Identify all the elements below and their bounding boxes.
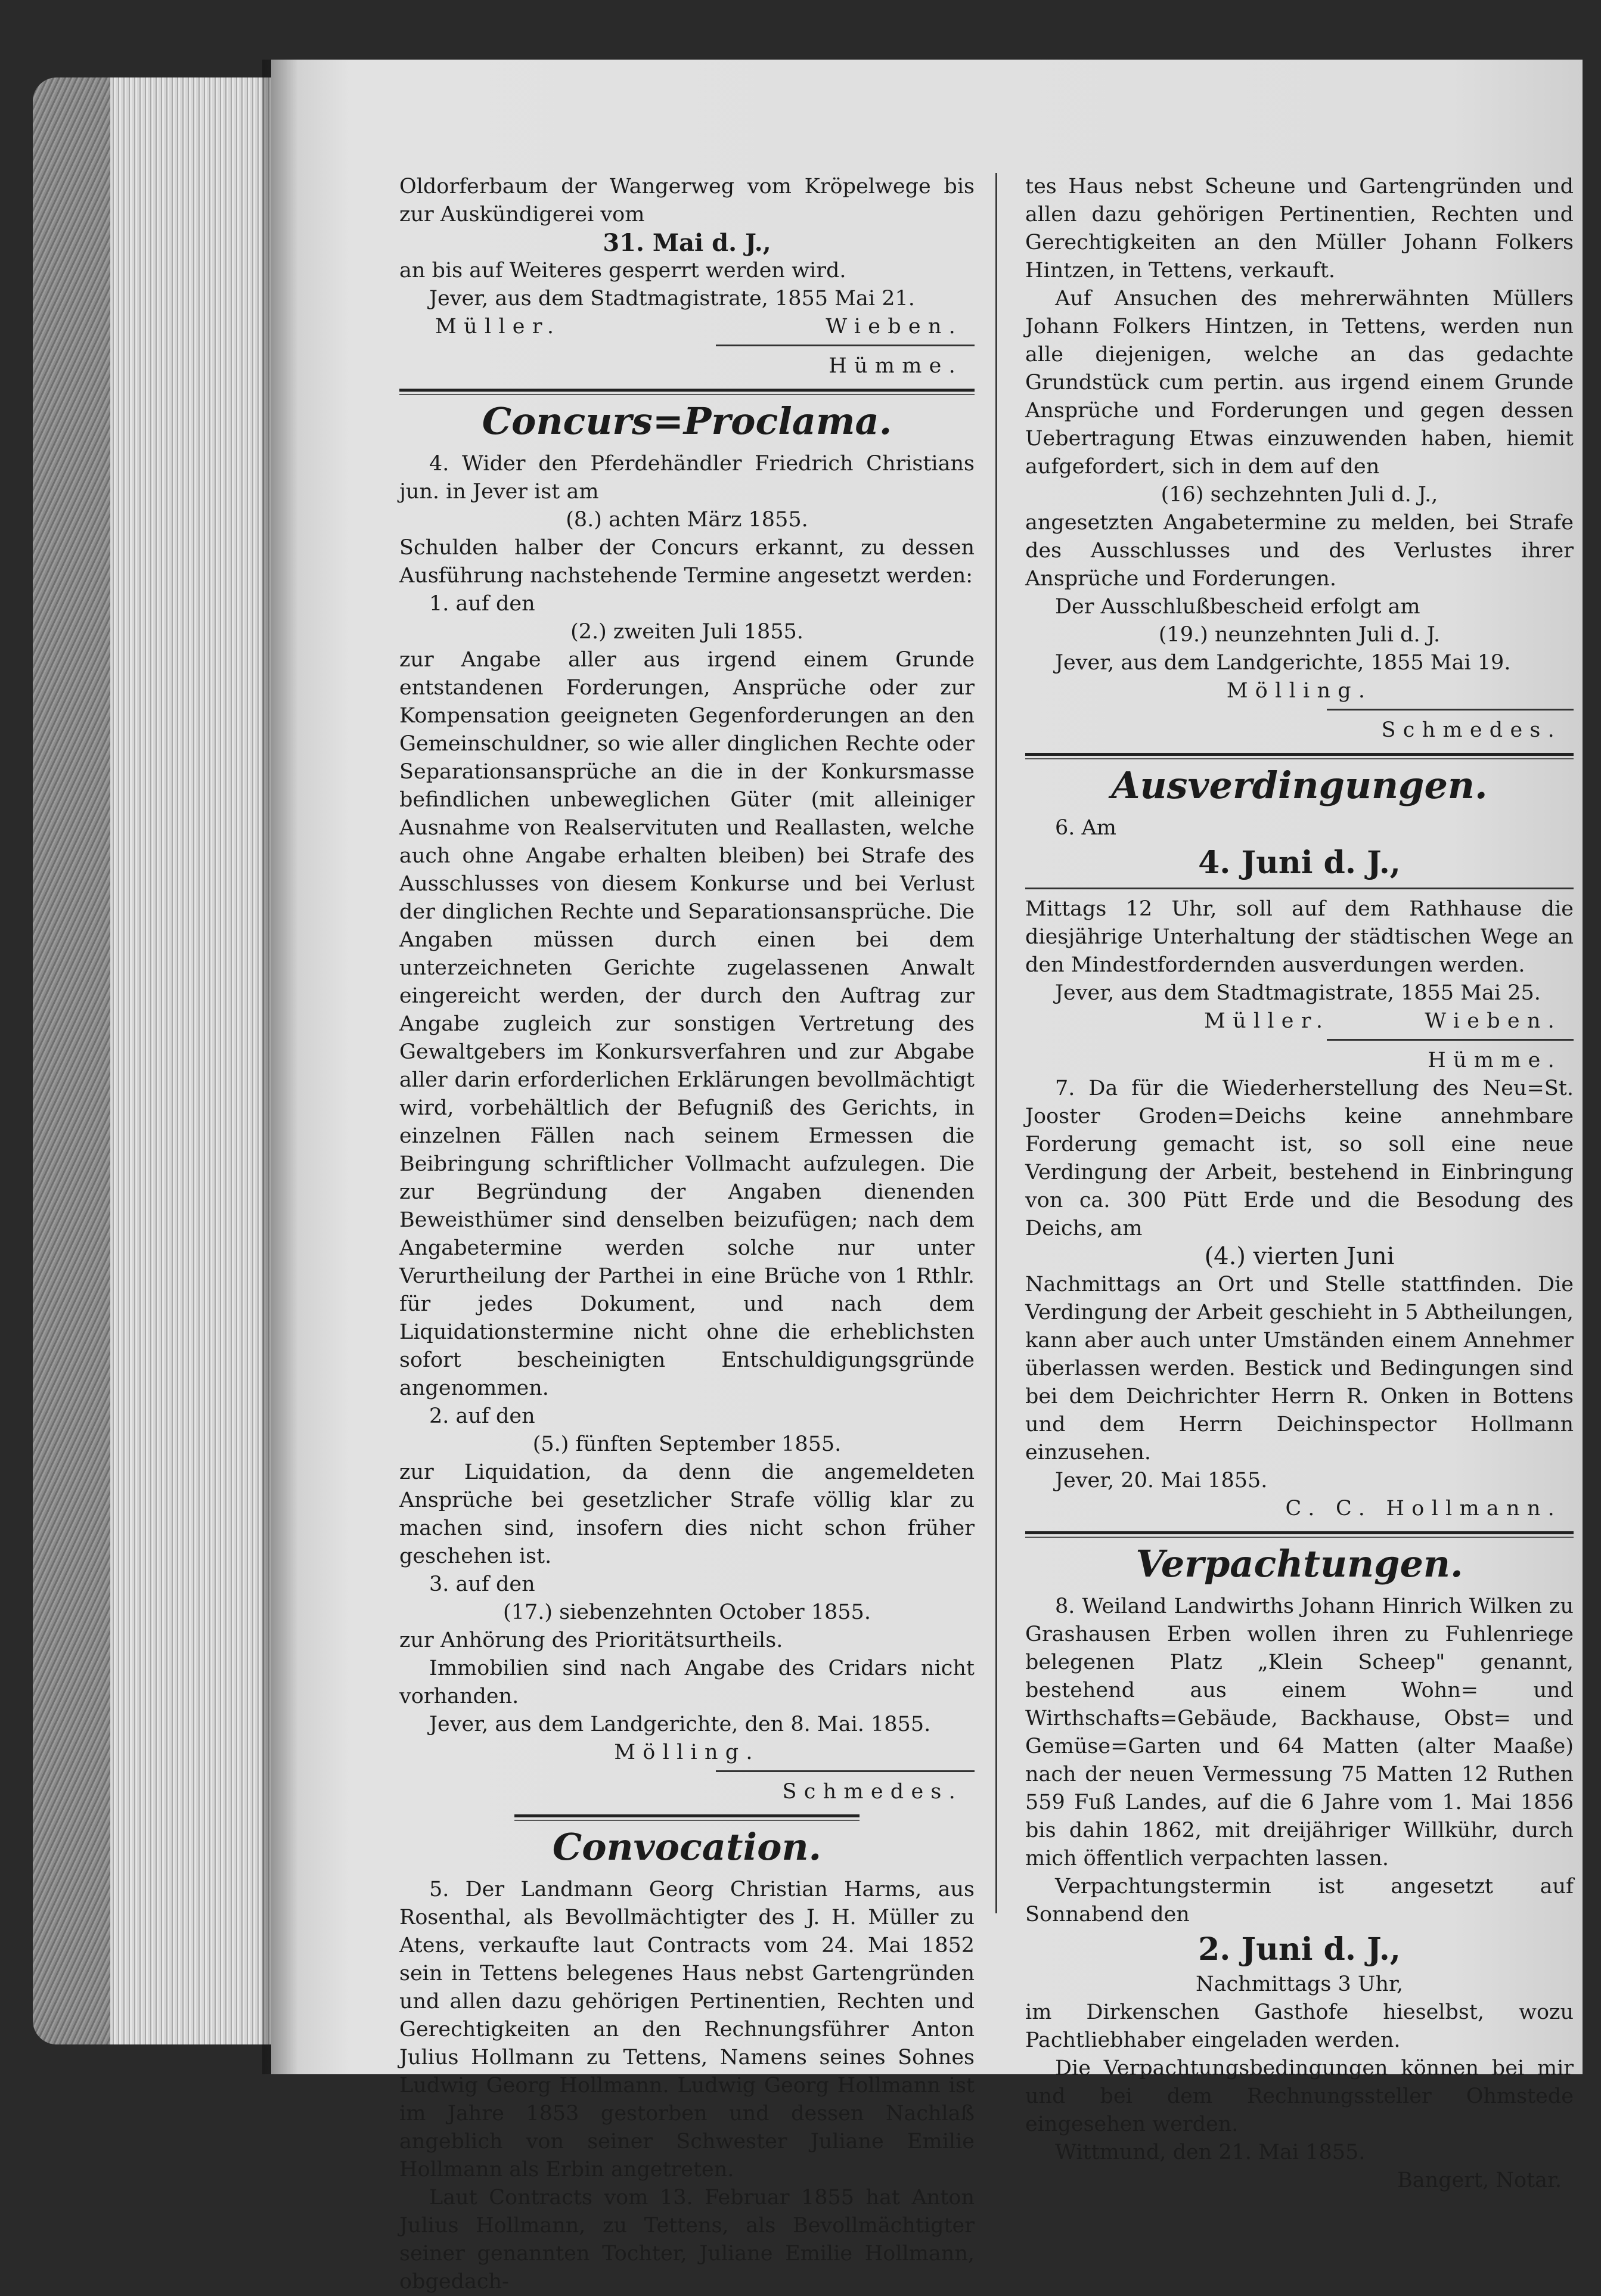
divider — [716, 345, 975, 346]
signature: Müller. — [435, 315, 561, 339]
signature: C. C. Hollmann. — [1285, 1497, 1562, 1521]
date-line: (16) sechzehnten Juli d. J., — [1161, 483, 1438, 507]
term-label: 2. auf den — [429, 1404, 535, 1428]
page-edges — [110, 77, 283, 2044]
paragraph: Die Verpachtungsbedingungen können bei mir und bei dem Rechnungssteller Ohmstede eingesehen werden. — [1025, 2056, 1574, 2136]
paragraph: zur Angabe aller aus irgend einem Grunde entstandenen Forderungen, Ansprüche oder zur Kompensation geeigneten Gegenforderungen an den Gemeinschuldner, so wie aller dinglichen Rechte oder Separationsansprüche an die in der Konkursmasse befindlichen unbeweglichen Güter (mit alleiniger Ausnahme von Realservituten und Reallasten, welche auch ohne Angabe erhalten bleiben) bei Strafe des Ausschlusses von diesem Konkurse und bei Verlust der dinglichen Rechte und Separationsansprüche. Die Angaben müssen durch einen bei dem unterzeichneten Gerichte zugelassenen Anwalt eingereicht werden, der durch den Auftrag zur Angabe zugleich zur sonstigen Vertretung des Gewaltgebers im Konkursverfahren und zur Abgabe aller darin erforderlichen Erklärungen bevollmächtigt wird, vorbehältlich der Befugniß des Gerichts, in einzelnen Fällen nach seinem Ermessen die Beibringung schriftlicher Vollmacht aufzulegen. Die zur Begründung der Angaben dienenden Beweisthümer sind denselben beizufügen; nach dem Angabetermine werden solche nur unter Verurtheilung der Parthei in eine Brüche von 1 Rthlr. für jedes Dokument, und nach dem Liquidationstermine nicht ohne die erheblichsten sofort bescheinigten Entschuldigungsgründe angenommen. — [399, 648, 975, 1400]
notice-convocation — [399, 1823, 975, 2296]
notice-ausverdingungen — [1025, 762, 1574, 1523]
signature: Schmedes. — [1381, 718, 1562, 742]
column-divider — [995, 173, 997, 1913]
gutter-shadow — [262, 60, 298, 2074]
notice-verpachtungen — [1025, 1540, 1574, 2195]
paragraph: Laut Contracts vom 13. Februar 1855 hat Anton Julius Hollmann, zu Tettens, als Bevollmächtigter seiner genannten Tochter, Juliane Emilie Hollmann, obgedach- — [399, 2186, 975, 2294]
section-heading: Verpachtungen. — [1135, 1542, 1463, 1586]
paragraph: tes Haus nebst Scheune und Gartengründen und allen dazu gehörigen Pertinentien, Rechten und Gerechtigkeiten an den Müller Johann Folkers Hintzen, in Tettens, verkauft. — [1025, 175, 1574, 283]
paragraph: Der Ausschlußbescheid erfolgt am — [1055, 595, 1420, 619]
section-divider — [1025, 1531, 1574, 1534]
time-line: Nachmittags 3 Uhr, — [1196, 1972, 1403, 1996]
paragraph: Nachmittags an Ort und Stelle stattfinden. Die Verdingung der Arbeit geschieht in 5 Abtheilungen, kann aber auch unter Umständen einem Annehmer überlassen werden. Bestick und Bedingungen sind bei dem Deichrichter Herrn R. Onken in Bottens und dem Herrn Deichinspector Hollmann einzusehen. — [1025, 1273, 1574, 1465]
section-divider — [399, 389, 975, 392]
section-divider — [1025, 753, 1574, 756]
paragraph: 7. Da für die Wiederherstellung des Neu=St. Jooster Groden=Deichs keine annehmbare Forderung gemacht ist, so soll eine neue Verdingung der Arbeit, bestehend in Einbringung von ca. 300 Pütt Erde und die Besodung des Deichs, am — [1025, 1076, 1574, 1240]
text-line: zur Auskündigerei vom — [399, 203, 645, 227]
date-line: 2. Juni d. J., — [1198, 1931, 1401, 1968]
place-date: Jever, aus dem Landgerichte, 1855 Mai 19. — [1055, 651, 1511, 675]
paragraph: angesetzten Angabetermine zu melden, bei Strafe des Ausschlusses und des Verlustes ihrer Ansprüche und Forderungen. — [1025, 511, 1574, 591]
book-cover — [33, 77, 122, 2044]
divider — [1327, 709, 1574, 710]
place-date: Wittmund, den 21. Mai 1855. — [1055, 2140, 1366, 2164]
signature: Hümme. — [829, 354, 963, 378]
date-line: (8.) achten März 1855. — [566, 508, 808, 532]
date-line: (19.) neunzehnten Juli d. J. — [1158, 623, 1441, 647]
date-line: (17.) siebenzehnten October 1855. — [503, 1600, 871, 1624]
paragraph: 5. Der Landmann Georg Christian Harms, aus Rosenthal, als Bevollmächtigter des J. H. Müller zu Atens, verkaufte laut Contracts vom 24. Mai 1852 sein in Tettens belegenes Haus nebst Gartengründen und allen dazu gehörigen Pertinentien, Rechten und Gerechtigkeiten an den Rechnungsführer Anton Julius Hollmann zu Tettens, Namens seines Sohnes Ludwig Georg Hollmann. Ludwig Georg Hollmann ist im Jahre 1853 gestorben und dessen Nachlaß angeblich von seiner Schwester Juliane Emilie Hollmann als Erbin angetreten. — [399, 1878, 975, 2182]
text-line: Oldorferbaum der Wangerweg vom Kröpelwege bis — [399, 175, 975, 198]
place-date: Jever, aus dem Stadtmagistrate, 1855 Mai 25. — [1055, 981, 1541, 1005]
divider — [1327, 1039, 1574, 1041]
place-date: Jever, aus dem Landgerichte, den 8. Mai. 1855. — [429, 1712, 931, 1736]
paragraph: Mittags 12 Uhr, soll auf dem Rathhause die diesjährige Unterhaltung der städtischen Wege an den Mindestfordernden ausverdungen werden. — [1025, 897, 1574, 977]
term-label: 1. auf den — [429, 592, 535, 616]
term-label: 3. auf den — [429, 1572, 535, 1596]
text-line: an bis auf Weiteres gesperrt werden wird. — [399, 259, 846, 283]
paragraph: 8. Weiland Landwirths Johann Hinrich Wilken zu Grashausen Erben wollen ihren zu Fuhlenriege belegenen Platz „Klein Scheep" genannt, bestehend aus einem Wohn= und Wirthschafts=Gebäude, Backhause, Obst= und Gemüse=Garten und 64 Matten (alter Maaße) nach der neuen Vermessung 75 Matten 12 Ruthen 559 Fuß Landes, auf die 6 Jahre vom 1. Mai 1856 bis dahin 1862, mit dreijähriger Willkühr, durch mich öffentlich verpachten lassen. — [1025, 1594, 1574, 1870]
notice-concurs — [399, 398, 975, 1806]
date-line: (4.) vierten Juni — [1204, 1243, 1395, 1270]
section-heading: Ausverdingungen. — [1111, 764, 1488, 807]
signature: Mölling. — [614, 1740, 760, 1764]
paragraph: Verpachtungstermin ist angesetzt auf Sonnabend den — [1025, 1875, 1574, 1926]
divider — [716, 1770, 975, 1772]
signature: Schmedes. — [782, 1780, 963, 1804]
signature: Mölling. — [1226, 679, 1373, 703]
right-column — [1025, 173, 1574, 2195]
section-heading: Convocation. — [552, 1825, 822, 1869]
signature-line — [399, 313, 975, 341]
signature-line — [1025, 1007, 1574, 1035]
paragraph: 6. Am — [1055, 816, 1116, 840]
paragraph: im Dirkenschen Gasthofe hieselbst, wozu Pachtliebhaber eingeladen werden. — [1025, 2000, 1574, 2052]
signature: Wieben. — [1425, 1009, 1562, 1033]
date-line: 4. Juni d. J., — [1198, 845, 1401, 881]
notice-convocation-continued — [1025, 173, 1574, 744]
paragraph: Auf Ansuchen des mehrerwähnten Müllers Johann Folkers Hintzen, in Tettens, werden nun alle diejenigen, welche an das gedachte Grundstück cum pertin. aus irgend einem Grunde Ansprüche und Forderungen und gegen dessen Uebertragung Etwas einzuwenden haben, hiemit aufgefordert, sich in dem auf den — [1025, 287, 1574, 479]
date-line: (2.) zweiten Juli 1855. — [570, 620, 803, 644]
place-date: Jever, aus dem Stadtmagistrate, 1855 Mai 21. — [429, 287, 915, 311]
signature: Bangert, Notar. — [1397, 2168, 1562, 2192]
section-divider — [514, 1814, 860, 1817]
place-date: Jever, 20. Mai 1855. — [1055, 1469, 1268, 1493]
paragraph: Immobilien sind nach Angabe des Cridars nicht vorhanden. — [399, 1656, 975, 1708]
section-heading: Concurs=Proclama. — [482, 399, 892, 443]
date-line: 31. Mai d. J., — [603, 229, 771, 257]
paragraph: Schulden halber der Concurs erkannt, zu dessen Ausführung nachstehende Termine angesetzt werden: — [399, 536, 975, 588]
notice-wangerweg — [399, 173, 975, 380]
left-column — [399, 173, 975, 2296]
paragraph: zur Anhörung des Prioritätsurtheils. — [399, 1628, 783, 1652]
date-line: (5.) fünften September 1855. — [532, 1432, 842, 1456]
paragraph: zur Liquidation, da denn die angemeldeten Ansprüche bei gesetzlicher Strafe völlig klar zu machen sind, insofern dies nicht schon früher geschehen ist. — [399, 1460, 975, 1568]
signature: Hümme. — [1428, 1048, 1562, 1072]
divider — [1025, 888, 1574, 889]
signature: Wieben. — [826, 315, 963, 339]
paragraph: 4. Wider den Pferdehändler Friedrich Christians jun. in Jever ist am — [399, 452, 975, 504]
signature: Müller. — [1204, 1009, 1330, 1033]
